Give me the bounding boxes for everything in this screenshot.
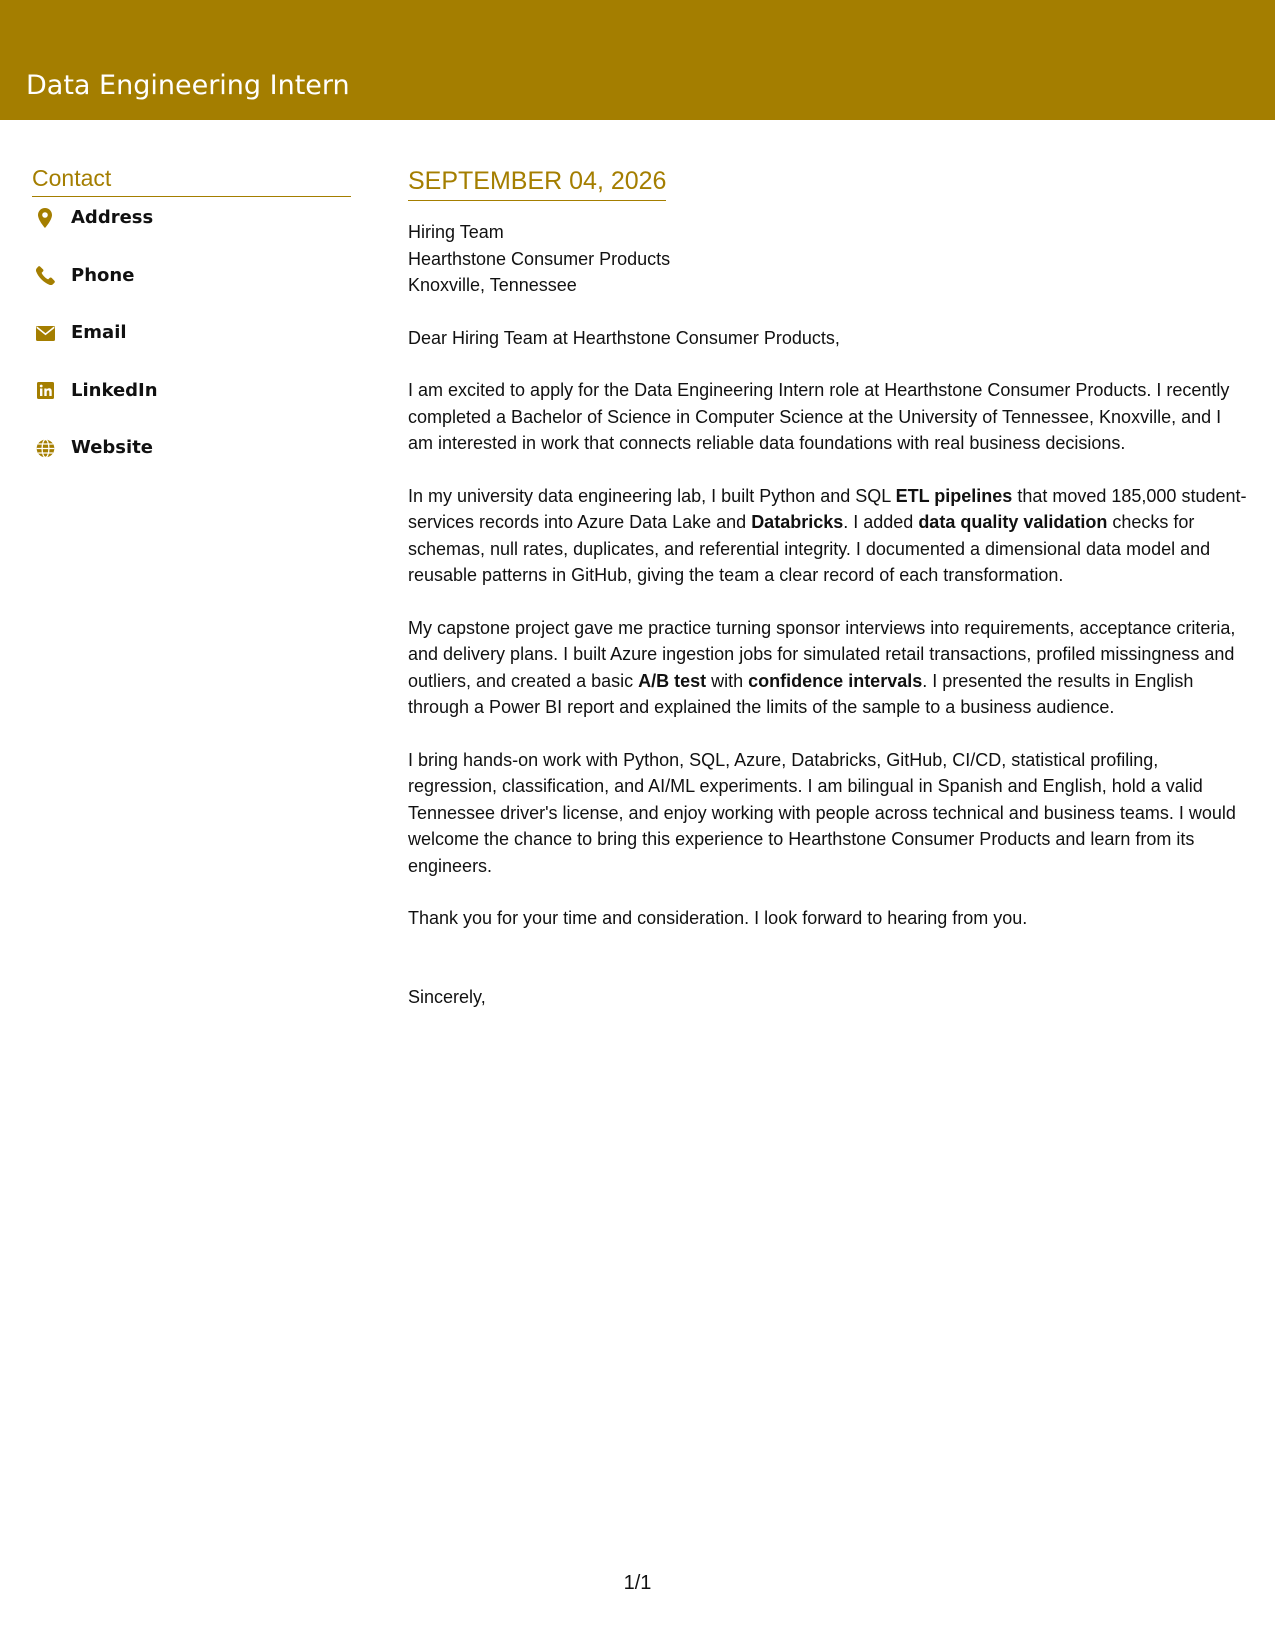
contact-label-website: Website — [71, 437, 154, 458]
globe-icon — [34, 437, 56, 459]
text-run: . I presented the results in English through a Power BI report and explained the limits of the sample to a business audience. — [408, 670, 1194, 717]
highlight-databricks: Databricks — [751, 512, 844, 532]
contact-item-website[interactable] — [32, 437, 351, 495]
paragraph-capstone — [408, 615, 1248, 721]
text-run: In my university data engineering lab, I built Python and SQL — [408, 485, 896, 506]
header-bar — [0, 0, 1275, 120]
recipient-line: Hiring Team — [408, 222, 504, 242]
recipient-company: Hearthstone Consumer Products — [408, 248, 671, 269]
text-run: with — [706, 670, 749, 691]
contact-label-address: Address — [71, 207, 154, 228]
contact-item-linkedin[interactable] — [32, 380, 351, 438]
paragraph-lab — [408, 483, 1248, 589]
phone-icon — [34, 265, 56, 287]
highlight-dq: data quality validation — [918, 512, 1108, 532]
contact-item-address[interactable] — [32, 207, 351, 265]
letter-body — [408, 166, 1248, 1010]
text-run: . I added — [843, 512, 919, 532]
linkedin-icon — [34, 380, 56, 402]
page-title: Data Engineering Intern — [26, 70, 350, 101]
contact-heading: Contact — [32, 164, 351, 197]
recipient-location: Knoxville, Tennessee — [408, 275, 577, 295]
contact-item-phone[interactable] — [32, 265, 351, 323]
letter-date: SEPTEMBER 04, 2026 — [408, 166, 666, 201]
letter-paragraphs — [408, 377, 1248, 932]
paragraph-thanks: Thank you for your time and consideration. I look forward to hearing from you. — [408, 908, 1028, 928]
salutation: Dear Hiring Team at Hearthstone Consumer Products, — [408, 327, 840, 348]
closing: Sincerely, — [408, 986, 486, 1007]
contact-item-email[interactable] — [32, 322, 351, 380]
contact-label-phone: Phone — [71, 264, 135, 286]
highlight-ci: confidence intervals — [748, 670, 923, 691]
text-run: that moved 185,000 student-services records into Azure Data Lake and — [408, 485, 1247, 532]
highlight-etl: ETL pipelines — [895, 485, 1013, 506]
paragraph-intro: I am excited to apply for the Data Engineering Intern role at Hearthstone Consumer Products. I recently completed a Bachelor of Science in Computer Science at the University of Tennessee, Knoxville, and I am interested in work that connects reliable data foundations with real business decisions. — [408, 380, 1230, 453]
map-pin-icon — [34, 207, 56, 229]
paragraph-skills: I bring hands-on work with Python, SQL, Azure, Databricks, GitHub, CI/CD, statistical profiling, regression, classification, and AI/ML experiments. I am bilingual in Spanish and English, hold a valid Tennessee driver's license, and enjoy working with people across technical and business teams. I would welcome the chance to bring this experience to Hearthstone Consumer Products and learn from its engineers. — [408, 749, 1236, 876]
contact-sidebar — [32, 164, 351, 495]
contact-label-email: Email — [71, 322, 127, 343]
highlight-abtest: A/B test — [638, 670, 707, 691]
envelope-icon — [34, 322, 56, 344]
text-run: checks for schemas, null rates, duplicates, and referential integrity. I documented a dimensional data model and reusable patterns in GitHub, giving the team a clear record of each transformation. — [408, 512, 1211, 585]
page-number: 1/1 — [623, 1572, 652, 1594]
contact-list — [32, 207, 351, 495]
text-run: My capstone project gave me practice turning sponsor interviews into requirements, acceptance criteria, and delivery plans. I built Azure ingestion jobs for simulated retail transactions, profiled missingness and outliers, and created a basic — [408, 617, 1236, 691]
recipient-block — [408, 219, 1248, 299]
contact-label-linkedin: LinkedIn — [71, 379, 158, 401]
